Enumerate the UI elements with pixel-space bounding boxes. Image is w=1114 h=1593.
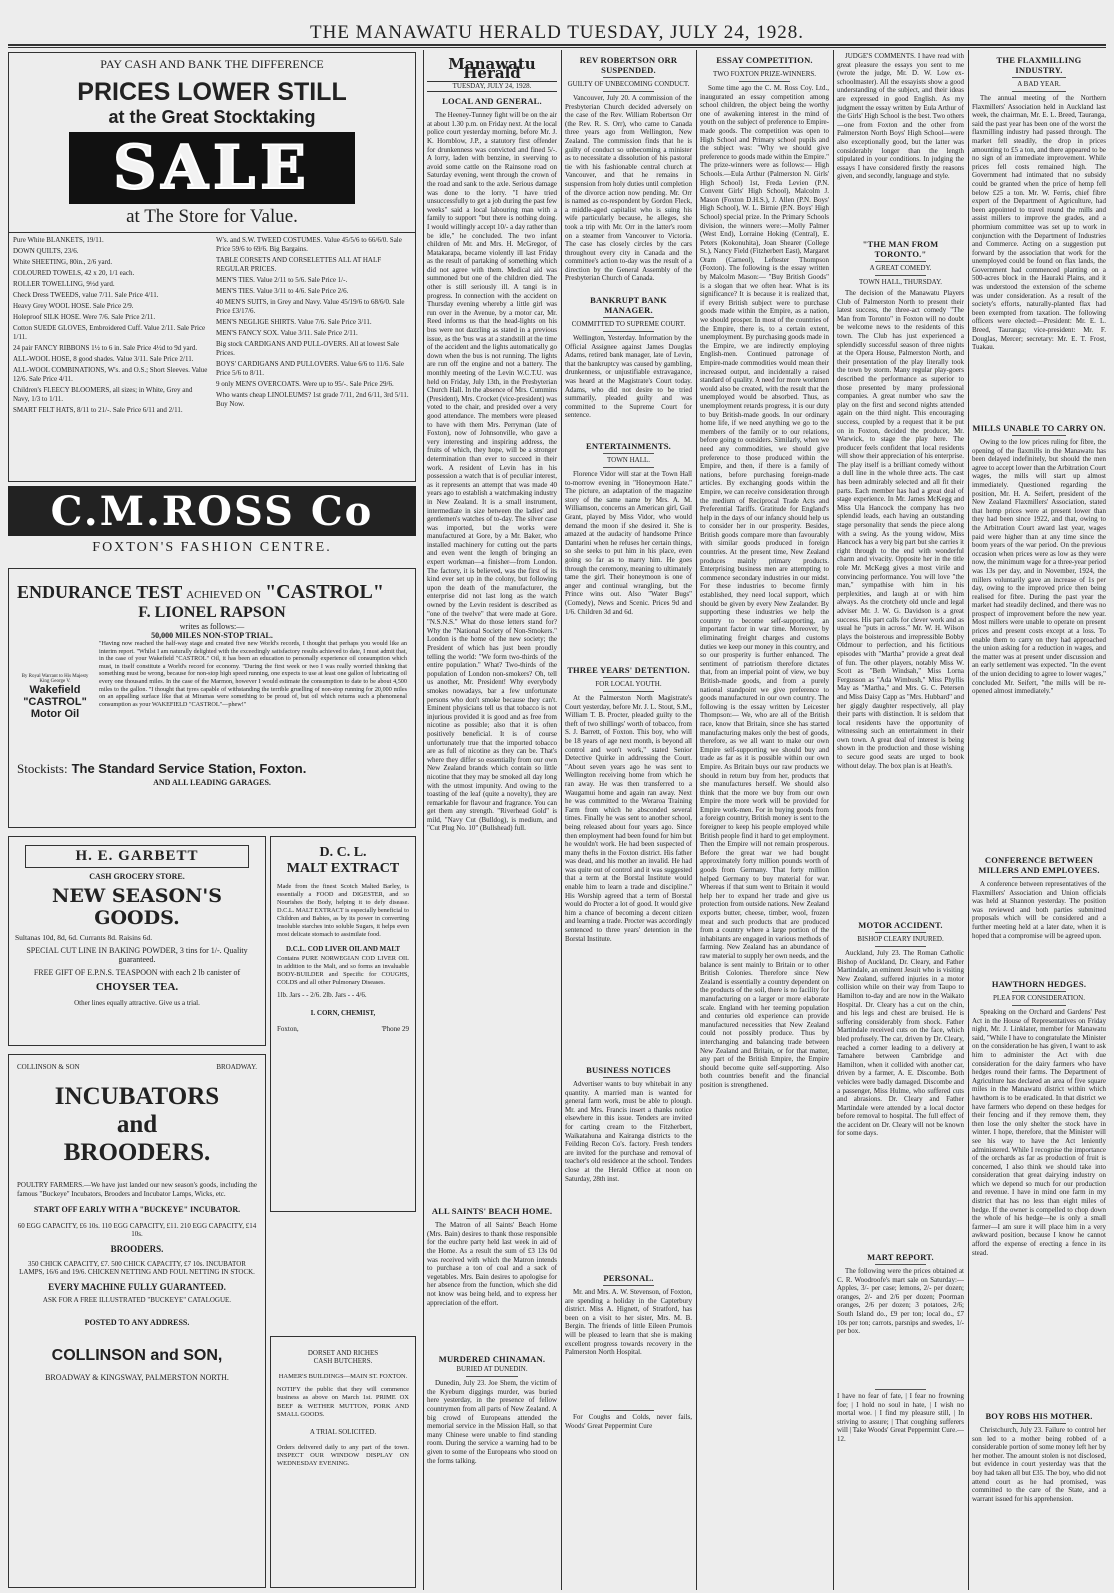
sale-list-item: BOYS' CARDIGANS AND PULLOVERS. Value 6/6 to 11/6. Sale Price 5/6 to 8/11. bbox=[216, 360, 404, 377]
masthead-rule bbox=[8, 44, 1106, 46]
castrol-advertisement bbox=[8, 568, 416, 828]
article-detention: At the Palmerston North Magistrate's Court yesterday, before Mr. J. L. Stout, S.M., William T. B. Procter, pleaded guilty to the theft of two shillings' worth of tobacco, from S. J. Barrett, of Foxton. This boy, who will be 18 years of age next month, is beyond all control and won't work," stated Senior Detective Quirke in addressing the Court. "About seven years ago he was sent to Wellington receiving home from which he ran away. He was then transferred to a Waugamui home and again ran away. Next he was committed to the Weraroa Training Farm from which he absconded several times. Finally he was sent to another school, being released about four years ago. Since then employment had been found for him but he wouldn't work. He had been suspected of many thefts in the Foxton district. His father was dead, and his mother an invalid. He had was quite out of control and it was suggested that a term at the Borstal Institute would enable him to learn a trade and discipline." His Worship agreed that a term of Borstal would do Procter a lot of good. It would give him a chance of becoming a decent citizen and learning a trade. Procter was accordingly sentenced to three years' detention in the Borstal Institute. bbox=[565, 694, 692, 943]
sale-list-item: MEN'S TIES. Value 2/11 to 5/6. Sale Price 1/-. bbox=[216, 276, 348, 284]
castrol-brand-2: "CASTROL" bbox=[23, 696, 87, 708]
sale-list-item: Pure White BLANKETS, 19/11. bbox=[13, 236, 104, 244]
castrol-head-1: ENDURANCE TEST bbox=[17, 582, 183, 602]
column-rule bbox=[696, 50, 697, 1590]
article-hawthorn: Speaking on the Orchard and Gardens' Pest Act in the House of Representatives on Friday night, Mr. J. Linklater, member for Manawatu said, "While I have to congratulate the Minister on the consideration he has given, I want to ask him to administer the Act with due consideration for the dairy farmers who have hedges round their farms. The Department of Agriculture has declared an area of five square miles in the Manawatu district within which hawthorn is to be eradicated. In that district we have farmers who depend on these hedges for their fencing and if they remove them, they then lose the only shelter the stock have in winter. I hope, therefore, that the Minister will see his way to have the Act leniently administered. While I recognise the importance of the orchards as far as production of fruit is concerned, I also think we should take into consideration that great dairying industry on which we depend so much for our production and revenue. I have in mind one farm in my district that has no less than eight miles of hedge. If the owner is compelled to chop down the whole of his hedge—he is only a small farmer—I am sure it will place him in a very awkward position, because I know he cannot afford the expense of erecting a fence in its stead. bbox=[972, 1008, 1106, 1257]
heading-boy-robs: BOY ROBS HIS MOTHER. bbox=[985, 1411, 1093, 1421]
masthead-rule-thin bbox=[8, 47, 1106, 48]
subheading-bishop: BISHOP CLEARY INJURED. bbox=[857, 935, 944, 943]
sale-list-left bbox=[13, 236, 208, 417]
butchers-title-2: CASH BUTCHERS. bbox=[313, 1357, 373, 1365]
incubators-head-2: and bbox=[116, 1111, 158, 1138]
ross-tagline: FOXTON'S FASHION CENTRE. bbox=[92, 540, 332, 555]
heading-orr: REV ROBERTSON ORR SUSPENDED. bbox=[579, 55, 678, 75]
dcl-title-3: D.C.L. COD LIVER OIL AND MALT bbox=[285, 945, 401, 953]
garbett-advertisement bbox=[8, 836, 266, 1046]
subheading-bad-year: A BAD YEAR. bbox=[1017, 80, 1061, 88]
subheading-detention: FOR LOCAL YOUTH. bbox=[595, 680, 662, 688]
heading-business-notices: BUSINESS NOTICES bbox=[586, 1065, 671, 1075]
heading-flaxmilling: THE FLAXMILLING INDUSTRY. bbox=[996, 55, 1082, 75]
sale-list-item: ALL-WOOL HOSE, 8 good shades. Value 3/11. Sale Price 2/11. bbox=[13, 355, 194, 363]
castrol-warrant: By Royal Warrant to His Majesty King George V. bbox=[21, 674, 89, 684]
heading-conference: CONFERENCE BETWEEN MILLERS AND EMPLOYEES. bbox=[978, 855, 1100, 875]
incubators-start: START OFF EARLY WITH A "BUCKEYE" INCUBATOR. bbox=[33, 1205, 241, 1214]
garbett-goods: NEW SEASON'S GOODS. bbox=[52, 885, 222, 929]
incubators-guarantee: EVERY MACHINE FULLY GUARANTEED. bbox=[48, 1282, 226, 1292]
article-flaxmilling: The annual meeting of the Northern Flaxmillers' Association held in Auckland last week, the chairman, Mr. E. L. Breed, Tauranga, said the past year has been one of the worst the flaxmilling industry had passed through. The market fell steadily, the drop in prices amounting to £5 a ton, and there appeared to be no sign of an immediate improvement. While prices fell costs remained high. The Government had intimated that no subsidy could be granted when the price of hemp fell below £25 a ton. Mr. W. Ferris, chief fibre expert of the Department of Agriculture, had been appointed to travel round the mills and assist millers to improve the grades, and a phormium committee was set up to work in conjunction with the Department of Industries and Commerce. Acting on a suggestion put forward by the association that work for the unemployed could be found on flax lands, the Government had commenced planting on a 500-acres block in the Hauraki Plains, and it was understood the extension of the scheme was under consideration. As a result of the society's efforts, naturally-planted flax had been exempted from taxation. The following officers were elected:—President: Mr. E. L. Breed, Tauranga; vice-president: Mr. F. Douglas, Mercer; secretary: Mr. E. T. Frost, Tuakau. bbox=[972, 94, 1106, 352]
heading-entertainments: ENTERTAINMENTS. bbox=[586, 441, 671, 451]
heading-mills-unable: MILLS UNABLE TO CARRY ON. bbox=[972, 423, 1106, 433]
incubators-head-3: BROODERS. bbox=[63, 1139, 211, 1166]
article-murdered-chinaman: Dunedin, July 23. Joe Shem, the victim of the Kyeburn diggings murder, was buried here yesterday, in the presence of fellow countrymen from all parts of New Zealand. A big crowd of Europeans attended the memorial service in the Mission Hall, so that many Chinese were unable to find standing room. During the service a warning had to be given to some of the Europeans who stood on the forms talking. bbox=[427, 1379, 557, 1465]
butchers-solicited: A TRIAL SOLICITED. bbox=[309, 1427, 377, 1436]
sale-list-item: Heavy Grey WOOL HOSE. Sale Price 2/9. bbox=[13, 302, 134, 310]
castrol-station: The Standard Service Station, Foxton. bbox=[71, 761, 307, 776]
sale-headline: PRICES LOWER STILL bbox=[77, 78, 347, 106]
garbett-tea: CHOYSER TEA. bbox=[95, 981, 179, 993]
butchers-orders: Orders delivered daily to any part of the town. INSPECT OUR WINDOW DISPLAY ON WEDNESDAY EVENING. bbox=[277, 1443, 409, 1468]
sale-store-line: at The Store for Value. bbox=[126, 206, 298, 227]
sale-list-item: ROLLER TOWELLING, 9½d yard. bbox=[13, 280, 115, 288]
dcl-phone: 'Phone 29 bbox=[381, 1025, 409, 1033]
sale-list-item: Check Dress TWEEDS, value 7/11. Sale Price 4/11. bbox=[13, 291, 159, 299]
garbett-store: CASH GROCERY STORE. bbox=[89, 872, 185, 881]
article-entertainments: Florence Vidor will star at the Town Hall to-morrow evening in "Honeymoon Hate." The picture, an adaptation of the magazine story of the same name by Mrs. A. M. Williamson, concerns an American girl, Gail Grant, played by Miss Vidor, who would demand the moon if she desired it. She is amazed at the audacity of handsome Prince Dantarini when he refuses her certain things, so she seeks to put him in his place, even going so far as to marry him. He goes through the ceremony, meaning to ultimately tame the girl. Their honeymoon is one of anger and continual wrangling, but the Prince wins out. Also "Water Bugs" (Comedy), News and Scenic. Prices 9d and 1/6. Children 3d and 6d. bbox=[565, 470, 692, 616]
incubators-firm-2: COLLINSON and SON, bbox=[51, 1347, 223, 1364]
subheading-buried: BURIED AT DUNEDIN. bbox=[456, 1365, 528, 1374]
sale-list-item: TABLE CORSETS AND CORSELETTES ALL AT HALF REGULAR PRICES. bbox=[216, 256, 382, 273]
column-4 bbox=[565, 52, 692, 1588]
sale-list-item: Who wants cheap LINOLEUMS? 1st grade 7/11, 2nd 6/11, 3rd 5/11. Buy Now. bbox=[216, 391, 409, 408]
sale-list-item: Cotton SUEDE GLOVES, Embroidered Cuff. Value 2/11. Sale Price 1/11. bbox=[13, 324, 206, 341]
castrol-stockists: Stockists: bbox=[17, 761, 68, 776]
sale-list-item: Holeproof SILK HOSE. Were 7/6. Sale Price 2/11. bbox=[13, 313, 156, 321]
article-conference: A conference between representatives of the Flaxmillers' Association and Union officials was held at Shannon yesterday. The position was reviewed and both parties submitted proposals which will be considered and a further meeting held at a later date, when it is hoped that a compromise will be agreed upon. bbox=[972, 880, 1106, 940]
herald-date: TUESDAY, JULY 24, 1928. bbox=[427, 81, 557, 92]
castrol-head-3: "CASTROL" bbox=[265, 581, 384, 603]
heading-local-general: LOCAL AND GENERAL. bbox=[442, 96, 542, 107]
sale-list-item: W's. and S.W. TWEED COSTUMES. Value 45/5/6 to 66/6/0. Sale Price 59/6 to 69/6. Big Bargains. bbox=[216, 236, 402, 253]
column-rule bbox=[968, 50, 969, 1590]
garbett-name: H. E. GARBETT bbox=[25, 845, 249, 868]
sale-list-item: SMART FELT HATS, 8/11 to 21/-. Sale Price 6/11 and 2/11. bbox=[13, 406, 183, 414]
heading-essay: ESSAY COMPETITION. bbox=[716, 55, 813, 65]
article-peppermint: For Coughs and Colds, never fails, Woods' Great Peppermint Cure bbox=[565, 1413, 692, 1430]
sale-advertisement bbox=[8, 52, 416, 482]
garbett-other: Other lines equally attractive. Give us a trial. bbox=[74, 999, 200, 1007]
sale-list-item: DOWN QUILTS, 23/6. bbox=[13, 247, 79, 255]
column-rule bbox=[833, 50, 834, 1590]
castrol-writes: writes as follows:— bbox=[179, 622, 245, 631]
column-rule bbox=[561, 50, 562, 1590]
castrol-garages: AND ALL LEADING GARAGES. bbox=[153, 778, 271, 787]
sale-list-item: MEN'S NEGLIGE SHIRTS. Value 7/6. Sale Price 3/11. bbox=[216, 318, 372, 326]
dcl-body: Made from the finest Scotch Malted Barley, is essentially a FOOD and DIGESTER, and so Nourishes the Body, helping it to defy disease. D.C.L. MALT EXTRACT is especially beneficial to Children and Babies, as by its power in converting insoluble starches into soluble Sugars, it helps even most delicate stomach to assimilate food. bbox=[277, 883, 409, 938]
butchers-title-1: DORSET AND RICHES bbox=[307, 1349, 379, 1357]
castrol-brand-1: Wakefield bbox=[29, 684, 81, 696]
incubators-body: POULTRY FARMERS.—We have just landed our new season's goods, including the famous "Buckeye" Incubators, Brooders and Incubator Lamps, Wicks, etc. bbox=[17, 1181, 257, 1198]
sale-list-item: MEN'S FANCY SOX. Value 3/11. Sale Price 2/11. bbox=[216, 329, 358, 337]
incubators-head-1: INCUBATORS bbox=[54, 1083, 220, 1110]
column-3 bbox=[427, 52, 557, 1588]
dcl-title-2: MALT EXTRACT bbox=[286, 861, 400, 876]
sale-list-right bbox=[216, 236, 411, 417]
sale-list-item: 40 MEN'S SUITS, in Grey and Navy. Value 45/19/6 to 68/6/0. Sale Price £3/17/6. bbox=[216, 298, 405, 315]
castrol-head-2: ACHIEVED ON bbox=[186, 589, 262, 601]
article-business-notices: Advertiser wants to buy whitebait in any quantity. A married man is wanted for general farm work, must be able to plough. Mr. and Mrs. Francis insert a thanks notice elsewhere in this issue. Tenders are invited for carting cream to the Fitzherbert, Waikatahuna and Kairanga districts to the Feilding Recon Co's. factory. Fresh tenders are invited for the purchase and removal of teacher's old residence at the school. Tenders close at the Herald Office at noon on Saturday, 28th inst. bbox=[565, 1080, 692, 1183]
sale-banner: SALE bbox=[69, 138, 355, 198]
subheading-orr: GUILTY OF UNBECOMING CONDUCT. bbox=[567, 80, 690, 88]
article-orr: Vancouver, July 20. A commission of the Presbyterian Church decided adversely on the case of the Rev. William Robertson Orr (the Rev. R. S. Orr), who came to Canada three years ago from Wellington, New Zealand. The commission finds that he is guilty of conduct so unbecoming a minister as to necessitate a dissolution of his pastoral tie with his fashionable central church at Vancouver, and that he remains in suspension from holy duties until completion of the divorce action now pending. Mr. Orr is named as co-respondent by Gordon Fleck, a middle-aged capitalist who is suing his wife particularly because, he alleges, she took a trip with Mr. Orr in the latter's room on a steamer from Vancouver to Victoria. The case has closely circles by the cars throughout every city in Canada and the committee's action to-day was the result of a direction by the General Assembly of the Presbyterian Church of Canada. bbox=[565, 94, 692, 283]
article-bankrupt: Wellington, Yesterday. Information by the Official Assignee against James Douglas Adams, retired bank manager, late of Levin, that the bankruptcy was caused by gambling, drunkenness, or unjustifiable extravagance, was heard at the Magistrate's Court today. Adams, who did not desire to be tried summarily, pleaded guilty and was committed to the Supreme Court for sentence. bbox=[565, 334, 692, 420]
sale-list-item: ALL-WOOL COMBINATIONS, W's. and O.S.; Short Sleeves. Value 12/6. Sale Price 4/11. bbox=[13, 366, 208, 383]
article-mart-report: The following were the prices obtained at C. R. Woodroofe's mart sale on Saturday:— Apples, 3/- per case; lemons, 2/- per dozen; oranges, 2/- and 2/6 per dozen; Poorman oranges, 2/6 per dozen; 3 potatoes, 2/6; South Island do., £9 per ton; local do., £7 10s per ton; carrots, parsnips and swedes, 1/- per box. bbox=[837, 1267, 964, 1336]
incubators-capacities: 60 EGG CAPACITY, £6 10s. 110 EGG CAPACITY, £11. 210 EGG CAPACITY, £14 10s. bbox=[17, 1222, 257, 1238]
article-mills-unable: Owing to the low prices ruling for fibre, the opening of the flaxmills in the Manawatu has been delayed indefinitely, but should the men agree to accept lower than the Arbitration Court wages, the mills will start up almost immediately. Questioned regarding the position, Mr. H. A. Seifert, president of the New Zealand Flaxmillers' Association, stated that hemp prices were at present lower than they had been since 1922, and that, owing to the Arbitration Court award last year, wages paid were higher than at any time since the boom years of the war period. On the previous occasion when prices were as low as they were now, the minimum wage for a three-year period was 13s per day, and in November, 1924, the millers voluntarily gave an increase of 1s per day, owing to the improved price then being realised for fibre. During the past year the market had steadily declined, and there was no prospect of improvement before the new year. Most millers were unable to operate on present prices and present costs except at a loss. To enable them to carry on they had approached the union asking for a reduction in wages, and the matter was at present under discussion and an early settlement was expected. "In the event of the union deciding to agree to lower wages," concluded Mr. Seifert, "the mills will be re-opened almost immediately." bbox=[972, 438, 1106, 696]
garbett-gift: FREE GIFT OF E.P.N.S. TEASPOON with each 2 lb canister of bbox=[33, 968, 241, 977]
article-man-from-toronto: The decision of the Manawatu Players Club of Palmerston North to present their latest success, the three-act comedy "The Man from Toronto" in Foxton will no doubt be welcome news to the residents of this town. The Club has just experienced a splendidly successful season of three nights at the Opera House, Palmerston North, and their presentation of the play literally took the town by storm. Many regular play-goers described the performance as superior to those presented by many professional companies. A great number who saw the play on the first and second nights attended again on the third night. This encouraging success, coupled by a request that it be put on in Foxton, decided the producer, Mr. Warwick, to stage the play here. The producer feels confident that local residents will show their appreciation of his enterprise. The play itself is a brilliant comedy without a dull line in the whole three acts. The cast has been admirably selected and all fit their parts. Each member has had a great deal of stage experience. In Mr. James McKegg and Miss Ula Hancock the company has two splendid leads, each having an outstanding stage personality that sends the piece along with a swing. As the young widow, Miss Hancock has a very big part but she carries it right through to the end with wonderful charm and vivacity. Opposite her in the title role Mr. McKegg gives a most virile and convincing performance. You will love "the man," sympathise with him in his perplexities, and laugh at or with him always. As the crotchety old uncle and legal adviser Mr. J. W. G. Davidson is a great success. His part calls for clever work and as usual he "puts in across." Mr. W. H. Wilson plays the boisterous and irrepressible Bobby Oldmour to perfection, and his fictitious episodes with "Martha" provide a great deal of fun. The other players, notably Miss W. Scott as "Beth Windsah," Miss Lorna Fergusson as "Ada Wimbush," Miss Phyllis May as "Martha," and Mrs. G. C. Petersen and Miss Daisy Capp as "Mrs. Hubbard" and her giggly daughter respectively, all play their parts with distinction. It is seldom that local residents have the opportunity of witnessing such an entertainment in their own town. A great deal of interest is being shown in the production and those wishing to secure good seats are urged to book without delay. The box plan is at Heath's. bbox=[837, 289, 964, 770]
butchers-advertisement bbox=[270, 1336, 416, 1588]
sale-top-line: PAY CASH AND BANK THE DIFFERENCE bbox=[100, 57, 324, 71]
butchers-title-3: HAMER'S BUILDINGS—MAIN ST. FOXTON. bbox=[278, 1373, 408, 1380]
ross-logo: C.M.ROSS Co bbox=[50, 487, 374, 535]
dcl-advertisement bbox=[270, 836, 416, 1212]
column-rule bbox=[423, 50, 424, 1590]
sale-list-item: Children's FLEECY BLOOMERS, all sizes; in White, Grey and Navy, 1/3 to 1/11. bbox=[13, 386, 193, 403]
sale-list-item: Big stock CARDIGANS AND PULL-OVERS. All at lowest Sale Prices. bbox=[216, 340, 399, 357]
heading-bankrupt: BANKRUPT BANK MANAGER. bbox=[590, 295, 667, 315]
heading-murdered-chinaman: MURDERED CHINAMAN. bbox=[438, 1354, 546, 1365]
incubators-brooders: BROODERS. bbox=[110, 1244, 164, 1254]
masthead: THE MANAWATU HERALD TUESDAY, JULY 24, 1928. bbox=[310, 22, 804, 43]
incubators-brooder-capacities: 350 CHICK CAPACITY, £7. 500 CHICK CAPACITY, £7 10s. INCUBATOR LAMPS, 16/6 and 19/6. CHICKEN NETTING AND FOUL NETTING IN STOCK. bbox=[19, 1260, 255, 1276]
article-all-saints: The Matron of all Saints' Beach Home (Mrs. Bain) desires to thank those responsible for the euchre party held last week in aid of the Home. As a result the sum of £3 13s 0d was received with which the Matron intends to purchase a ton of coal and a sack of vegetables. Mrs. Bain desires to apologise for her absence from the function, which she did not know was being held, and to express her appreciation of the effort. bbox=[427, 1221, 557, 1307]
castrol-body: "Having now reached the half-way stage and created five new World's records, I thought that perhaps you would like an interim report. "Whilst I am naturally delighted with the exceedingly satisfactory results achieved to date, I must admit that, in the case of your Wakefield "CASTROL" Oil, it has been an education to personally experience oil consumption which must, in itself constitute a World's record for economy. "During the first week or two I was really worried thinking that something must be wrong, because for non-stop high speed running, one expects to use at least one gallon of lubricating oil every one thousand miles. In the case of the Marmon, however I would estimate the consumption to date to be about 4,500 miles to the gallon. "I thought that tyres capable of withstanding the terrible gruelling of non-stop running for 20,000 miles on an appalling surface like that at Miramas were something to be proud of, but oil which returns such a phenomenal consumption as your WAKEFIELD "CASTROL"—phew!" bbox=[99, 640, 407, 708]
subheading-essay: TWO FOXTON PRIZE-WINNERS. bbox=[712, 70, 817, 78]
butchers-body: NOTIFY the public that they will commence business as above on March 1st. PRIME OX BEEF & WETHER MUTTON, PORK AND SMALL GOODS. bbox=[277, 1386, 409, 1419]
subheading-great-comedy: A GREAT COMEDY. bbox=[869, 264, 932, 272]
dcl-body-2: Contains PURE NORWEGIAN COD LIVER OIL in addition to the Malt, and so forms an invaluable BODY-BUILDER and Specific for COUGHS, COLDS and all other Pulmonary Diseases. bbox=[277, 955, 409, 986]
article-motor-accident: Auckland, July 23. The Roman Catholic Bishop of Auckland, Dr. Cleary, and Father Martindale, an eminent Jesuit who is visiting New Zealand, suffered injuries in a motor collision while on their way from Taupo to Hamilton to-day and are now in the Waikato Hospital. Dr. Cleary has a cut on the chin, and his legs and chest are bruised. He is suffering considerably from shock. Father Martindale received cuts on the face, which bled profusely. The car, driven by Dr. Cleary, reached a corner leading to a delivery at Tamahere between Cambridge and Hamilton, when it collided with another car, driven by a farmer, A. E. Discombe. Both vehicles were badly damaged. Discombe and a passenger, Miss Hulme, who suffered cuts and abrasions. Dr. Cleary and Father Martindale were attended by a local doctor before removal to hospital. The full effect of the accident on Dr. Cleary will not be known for some days. bbox=[837, 949, 964, 1138]
sale-list-item: MEN'S TIES. Value 3/11 to 4/6. Sale Price 2/6. bbox=[216, 287, 349, 295]
dcl-place: Foxton, bbox=[277, 1025, 299, 1033]
sale-list-item: 24 pair FANCY RIBBONS 1½ to 6 in. Sale Price 4½d to 9d yard. bbox=[13, 344, 198, 352]
castrol-brand-3: Motor Oil bbox=[30, 708, 80, 720]
heading-hawthorn: HAWTHORN HEDGES. bbox=[991, 979, 1087, 989]
sale-list-item: 9 only MEN'S OVERCOATS. Were up to 95/-. Sale Price 29/6. bbox=[216, 380, 394, 388]
article-judges-comments: JUDGE'S COMMENTS. I have read with great pleasure the essays you sent to me (wrote the judge, Mr. D. W. Low ex-schoolmaster). All the essayists show a good understanding of the subject, and their ideas are expressed in good English. As my judgment the essay written by Eula Arthur of the Girls' High School is the best. Two others—one from Foxton and the other from Palmerston North Boys' High School—were also exceptionally good, but the latter was considerably longer than the length stipulated in your conditions. In judging the essays I have considered firstly the reasons given, and secondly, language and style. bbox=[837, 52, 964, 181]
herald-title: Manawatu Herald bbox=[448, 55, 536, 82]
incubators-street: BROADWAY. bbox=[216, 1063, 257, 1071]
column-6 bbox=[837, 52, 964, 1588]
dcl-sizes: 1lb. Jars - - 2/6. 2lb. Jars - - 4/6. bbox=[277, 991, 367, 999]
subheading-bankrupt: COMMITTED TO SUPREME COURT. bbox=[571, 320, 686, 328]
column-7 bbox=[972, 52, 1106, 1588]
heading-all-saints: ALL SAINTS' BEACH HOME. bbox=[431, 1206, 553, 1217]
sale-list-item: COLOURED TOWELS, 42 x 20, 1/1 each. bbox=[13, 269, 135, 277]
article-local-general: The Heeney-Tunney fight will be on the air at about 1.30 p.m. on Friday next. At the local police court yesterday morning, before Mr. J. K. Hornblow, J.P., a statutory first offender for drunkenness was convicted and fined 5/-. A lorry, laden with benzine, in swerving to avoid some cattle on the Rainsone road on Saturday evening, went through the crown of the road and sank to the axle. Serious damage was done to the lorry. "I have tried unsuccessfully to get a job during the past few weeks" said a local labouring man with a family to support "but there is nothing doing. I would willingly accept 10/- a day rather than be idle," he concluded. The two infant children of Mr. and Mrs. H. McGregor, of Matakarapa, became violently ill last Friday as the result of partaking of something which did not agree with them. Medical aid was summoned but one of the children died. The other is still seriously ill. A tangi is in progress. In connection with the accident on Thursday evening whereby a little girl was run over in the Avenue, by a motor car, Mr. Reed informs us that the head-lights on his bus were not dazzling as stated in a previous issue, as the 'bus was at a standstill at the time of the accident and the lights automatically go down when the bus is not running. The lights are run off the engine and not a battery. The monthly meeting of the Levin W.C.T.U. was held on Friday, July 13th, in the Presbyterian Church Hall. In the absence of Mrs. Cummins (President), Mrs. Crocket (vice-president) was voted to the chair, and presided over a very good attendance. The members were pleased to have with them Mrs. Perryman (late of Foxton), now of Johnsonville, who gave a very interesting and inspiring address, the fruits of which, they hope, will be a stronger determination than ever to succeed in their work. A resident of Levin has in his possession a watch that is of peculiar interest, as it represents an attempt that was made 40 years ago to establish a watchmaking industry in New Zealand. It is a small instrument, intermediate in size between the ladies' and gentlemen's watches of to-day. The silver case was imported, but the works were manufactured at Gore, by a Mr. Baker, who installed machinery for cutting out the parts and even went the length of bringing an expert workman—a finisher—from London. The factory, it is believed, was the first of its kind ever set up in the colony, but following upon the death of the manufacturer, the enterprise did not last long as the watch owned by the Levin resident is described as "one of the twelve" that were made at Gore. "N.S.N.S." What do those letters stand for? Why the "National Society of Non-Smokers." London is the home of the new society; the President of which has just been proudly telling the world: "We form two-thirds of the entire population." What? Two-thirds of the population of London non-smokers? Oh, tell us another, Mr. President! Why everybody smokes nowadays, bar a few unfortunate persons who don't smoke because they can't. Eminent physicians tell us that tobacco is not injurious provided it is good and as free from nicotine as possible; also that it is often positively beneficial. It is of course unfortunately true that the imported tobacco are as full of nicotine as they can be. That's where they differ so essentially from our own New Zealand brands which contain so little nicotine that they may be smoked all day long with the utmost impunity. And owing to the toasting of the leaf (quite a novelty), they are remarkable for flavour and fragrance. You can get them any strength. "Riverhead Gold" is mild, "Navy Cut (Bulldog), is medium, and "Cut Plug No. 10" (Bullshead) full. bbox=[427, 111, 557, 833]
heading-man-from-toronto: "THE MAN FROM TORONTO." bbox=[862, 239, 939, 259]
heading-mart-report: MART REPORT. bbox=[867, 1252, 934, 1262]
column-5 bbox=[700, 52, 829, 1588]
subheading-plea: PLEA FOR CONSIDERATION. bbox=[993, 994, 1085, 1002]
incubators-address: BROADWAY & KINGSWAY, PALMERSTON NORTH. bbox=[45, 1373, 229, 1382]
sale-list-item: White SHEETING, 80in., 2/6 yard. bbox=[13, 258, 113, 266]
dcl-chemist: I. CORN, CHEMIST, bbox=[310, 1009, 376, 1017]
incubators-catalogue: ASK FOR A FREE ILLUSTRATED "BUCKEYE" CATALOGUE. bbox=[42, 1296, 232, 1304]
incubators-posted: POSTED TO ANY ADDRESS. bbox=[84, 1318, 190, 1327]
castrol-miles: 50,000 MILES NON-STOP TRIAL. bbox=[151, 631, 273, 640]
subheading-town-hall: TOWN HALL. bbox=[606, 456, 651, 464]
garbett-fruit: Sultanas 10d, 8d, 6d. Currants 8d. Raisins 6d. bbox=[15, 933, 153, 942]
article-boy-robs: Christchurch, July 23. Failure to control her son led to a mother being robbed of a considerable portion of some money left her by her mother. The amount stolen is not disclosed, but evidence in court yesterday was that the boy had taken all but £35. The boy, who did not attend court as he had promised, was committed to the care of the State, and a warrant issued for his apprehension. bbox=[972, 1426, 1106, 1503]
incubators-advertisement bbox=[8, 1054, 266, 1588]
castrol-name: F. LIONEL RAPSON bbox=[138, 604, 286, 621]
dcl-title-1: D. C. L. bbox=[319, 845, 367, 860]
heading-motor-accident: MOTOR ACCIDENT. bbox=[858, 920, 943, 930]
heading-personal: PERSONAL. bbox=[603, 1273, 654, 1283]
article-personal: Mr. and Mrs. A. W. Stevenson, of Foxton, are spending a holiday in the Capterbury district. Miss A. Hignett, of Stratford, has been on a visit to her sister, Mrs. M. B. Bergin. The friends of little Eileen Prumois will be pleased to learn that she is making excellent progress towards recovery in the Palmerston North Hospital. bbox=[565, 1288, 692, 1357]
ross-advertisement bbox=[8, 486, 416, 562]
subheading-town-hall-thursday: TOWN HALL, THURSDAY. bbox=[859, 278, 942, 286]
heading-detention: THREE YEARS' DETENTION. bbox=[567, 665, 690, 675]
incubators-firm: COLLINSON & SON bbox=[17, 1063, 80, 1071]
sale-subheadline: at the Great Stocktaking bbox=[108, 107, 316, 127]
article-essay: Some time ago the C. M. Ross Coy. Ltd., inaugurated an essay competition among school children, the object being the worthy one of awakening interest in the mind of youth on the subject of preference to Empire-made goods. The competition was open to High School and Primary school pupils and the subject was: "Why we should give preference to goods made within the Empire." The prize-winners were as follows:— High Schools.—Eula Arthur (Palmerston N. Girls' High School) 1st, Freda Levien (P.N. Convent Girls' High School), Malcolm J. Mason (Foxton D.H.S.), J. Allen (P.N. Boys' High School), W. L. Birnie (P.N. Boys' High School) special prize. In the Primary Schools division, the winners were:—Molly Palmer (West End), Lorraine Hoking (Central), E. Peters (Kokonuhita), Joan Shearer (College St.), Nancy Field (Fitzherbert East), Margaret Oram (Carneol), Leftester Thompson (Foxton). The following is the essay written by Malcolm Mason:— "Buy British Goods" is a slogan that we often hear. What is its significance? It is because it is realized that, if every British subject were to purchase goods made within the Empire, as a nation, we should prosper. In most of the countries of the Empire, there is, to a certain extent, unemployment. By purchasing goods made in the Empire, we are indirectly employing English-men. Continued patronage of Empire-made commodities would mean their increased output, and incidentally a raised standard of quality. A need for more workmen would also be created, with the result that the unemployed would be absorbed. Thus, as unemployment retards progress, it is our duty to buy British-made goods. In our ordinary home life, if we need anything we go to the members of the family or to our relations, before going to outsiders. Similarly, when we need any commodities, we should give preference to those produced within the Empire, and then, if there is a family of nations, before purchasing foreign-made articles. By exchanging goods within the Empire, we can receive consideration through the medium of Reciprocal Trade Acts and Preferential Tariffs. Gratitude for England's help in the days of our infancy should help us to consider her in our prosperity. Besides, British goods compare more than favourably with similar goods produced in foreign countries. At the present time, New Zealand produces mainly primary products. Enterprising business men are attempting to commence secondary industries in our midst. For these industries to become firmly established, they need local support, which should be given by every New Zealander. By supporting these industries we help the country to become self-supporting, an important factor in war time. Moreover, by eliminating freight charges and customs duties we keep our money in this country, and so our prosperity is further enhanced. The sentiment of patriotism therefore dictates that, from an imperial point of view, we buy British-made goods, and from a purely national standpoint we give preference to goods manufactured in our own country. The following is the essay written by Leicester Thompson:— We, who are all of the British race, know that Britain, since she has started manufacturing makes only the best of goods, therefore, as we all want to make our own Empire self-supporting we should buy and trade as far as it is possible within our own Empire. As Britain buys our raw products we should in return buy from her, products that she manufactures herself. We should also think that the more we buy from our own Empire the more work will be provided for Empire work-men. For in buying goods from a foreign country, British money is sent to the foreigner to keep his people employed while British people find it hard to get employment. Then the Empire will not remain prosperous. Before the great war we had bought approximately forty million pounds worth of goods from Germany. That forty million helped Germany to buy material for war. Whereas if that sum went to Britain it would help her to expand her trade and give us protection from outside nations. New Zealand exports butter, cheese, timber, wool, frozen meat and such products that are produced from a country where a large portion of the inhabitants are engaged in various methods of farming. New Zealand has an abundance of raw material to supply her own needs, and the balance is sent mainly to Britain or to other British Colonies. Therefore since New Zealand is essentially a country dependent on the products of the soil, there is no facility for manufacturing on a larger or more elaborate scale. England with her teeming population and centuries old experience can provide manufactured necessities that New Zealand could not possibly produce. Thus by interchanging and balancing trade between New Zealand and Britain, or for that matter, any part of the British Empire, the Empire should become quite self-supporting. Also both countries benefit and the financial position is strengthened. bbox=[700, 84, 829, 1089]
garbett-special: SPECIAL CUT LINE IN BAKING POWDER, 3 tins for 1/-. Quality guaranteed. bbox=[26, 946, 248, 964]
article-verse: I have no fear of fate, | I fear no frowning foe; | I hold no soul in hate, | I wish no mortal woe. | I find my pleasure still, | In striving to assure; | That coughing sufferers will | Take Woods' Great Peppermint Cure.—12. bbox=[837, 1392, 964, 1443]
